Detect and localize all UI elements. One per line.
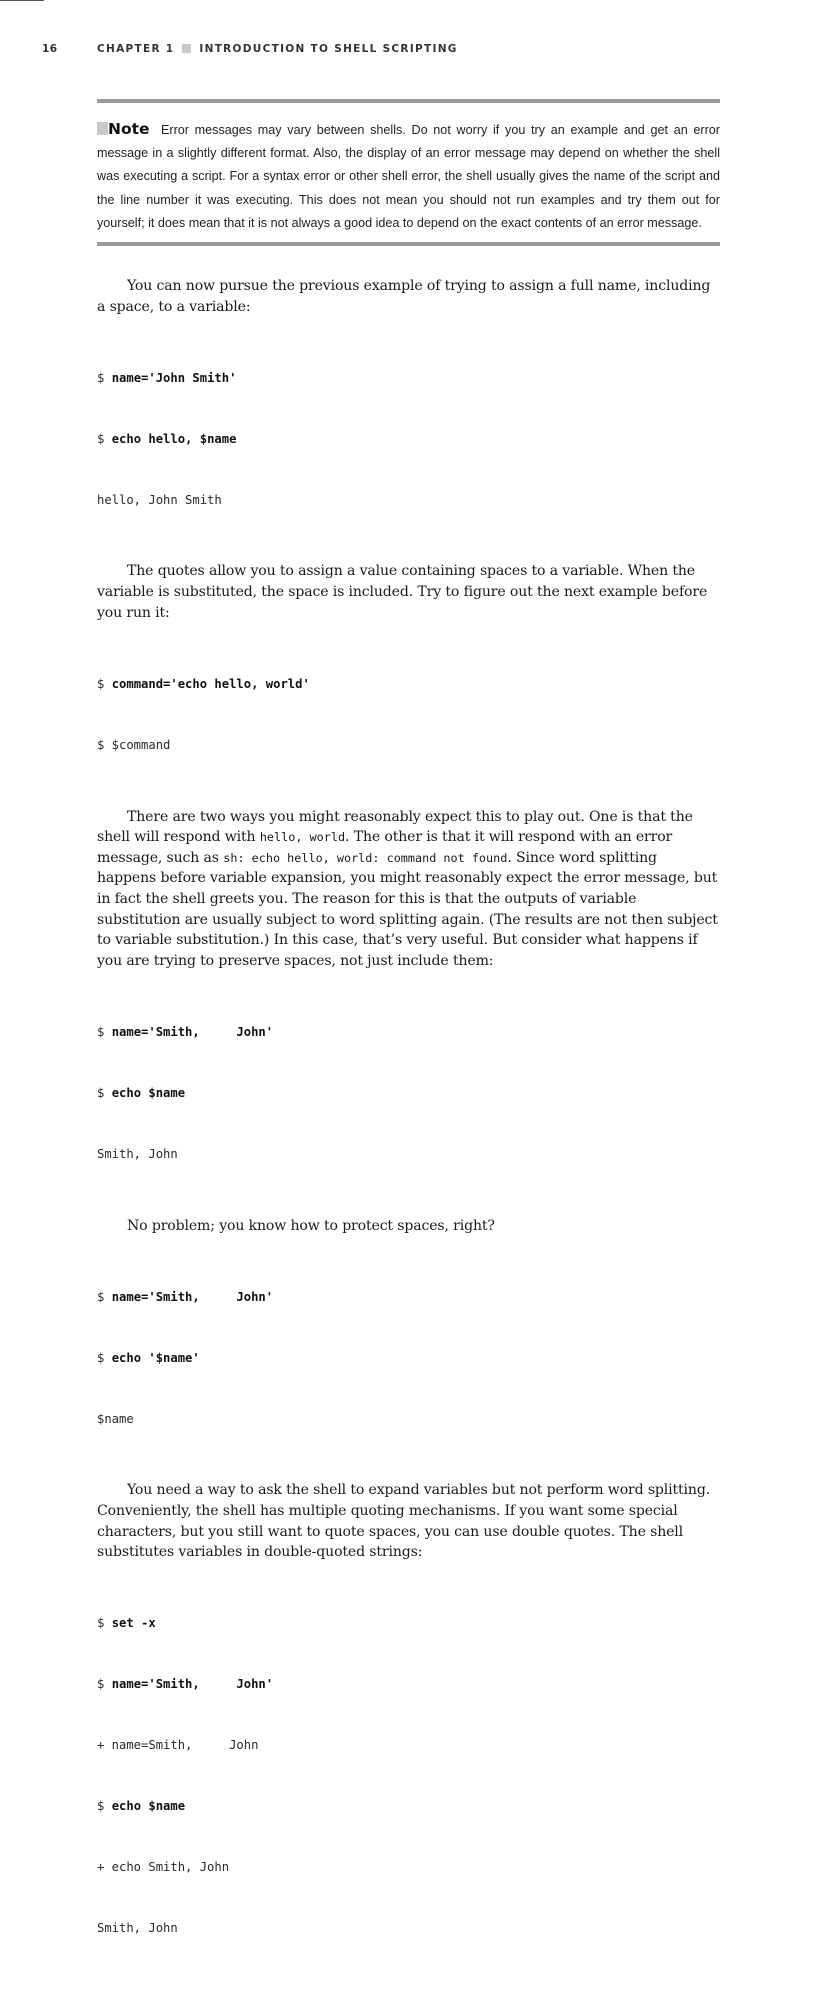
- paragraph-5: You need a way to ask the shell to expand variables but not perform word splitting. Conveniently, the shell has multiple quoting mechanisms. If you want some special characters, but you still want to quote spaces, you can use double quotes. The shell substitutes variables in double-quoted strings:: [97, 1482, 711, 1561]
- code-block-5: [97, 1573, 720, 1979]
- paragraph-1: You can now pursue the previous example of trying to assign a full name, including a space, to a variable:: [97, 278, 711, 315]
- note-bottom-rule: [97, 242, 720, 246]
- code-line: $ name='Smith, John': [97, 1024, 274, 1039]
- chapter-label: CHAPTER 1: [97, 43, 175, 55]
- body-content: [97, 276, 720, 1990]
- running-header: [0, 43, 816, 59]
- code-block-3: [97, 981, 720, 1204]
- paragraph-2: The quotes allow you to assign a value containing spaces to a variable. When the variable is substituted, the space is included. Try to figure out the next example before you run it:: [97, 563, 708, 621]
- code-line: $ set -x: [97, 1616, 156, 1631]
- inline-code: sh: echo hello, world: command not found: [223, 850, 508, 865]
- code-line: $ name='Smith, John': [97, 1289, 274, 1304]
- note-square-icon: [97, 122, 108, 135]
- note-label-group: [97, 120, 150, 138]
- paragraph-4: No problem; you know how to protect spaces, right?: [127, 1217, 495, 1234]
- note-label: Note: [108, 120, 150, 138]
- code-output: + echo Smith, John: [97, 1860, 230, 1875]
- code-output: + name=Smith, John: [97, 1738, 259, 1753]
- crop-mark: [0, 0, 44, 1]
- code-line: $ name='John Smith': [97, 370, 237, 385]
- code-block-1: [97, 327, 720, 550]
- code-line: $ command='echo hello, world': [97, 676, 310, 691]
- paragraph-3: There are two ways you might reasonably expect this to play out. One is that the shell will respond with hello, world. The other is that it will respond with an error message, such as sh: echo hello, world: command not found. Since word splitting happens before variable expansion, you might reasonably expect the error message, but in fact the shell greets you. The reason for this is that the outputs of variable substitution are usually subject to word splitting again. (The results are not then subject to variable substitution.) In this case, that’s very useful. But consider what happens if you are trying to preserve spaces, not just include them:: [97, 808, 718, 969]
- code-output: Smith, John: [97, 1146, 178, 1161]
- code-output: Smith, John: [97, 1920, 178, 1935]
- chapter-title: INTRODUCTION TO SHELL SCRIPTING: [199, 43, 458, 55]
- code-block-4: [97, 1246, 720, 1469]
- code-output: hello, John Smith: [97, 492, 222, 507]
- inline-code: hello, world: [259, 830, 346, 845]
- code-line: $ echo '$name': [97, 1350, 200, 1365]
- note-top-rule: [97, 99, 720, 103]
- code-line: $ echo $name: [97, 1799, 186, 1814]
- separator-square-icon: [182, 44, 191, 53]
- code-output: $name: [97, 1411, 134, 1426]
- code-line: $ echo hello, $name: [97, 431, 237, 446]
- running-title: [97, 43, 458, 55]
- code-block-2: [97, 633, 720, 795]
- code-line: $ name='Smith, John': [97, 1677, 274, 1692]
- code-line: $ echo $name: [97, 1085, 186, 1100]
- note-text: Error messages may vary between shells. Do not worry if you try an example and get an error message in a slightly different format. Also, the display of an error message may depend on whether the shell was executing a script. For a syntax error or other shell error, the shell usually gives the name of the script and the line number it was executing. This does not mean you should not run examples and try them out for yourself; it does mean that it is not always a good idea to depend on the exact contents of an error message.: [97, 123, 720, 230]
- note-box: [97, 118, 720, 235]
- page-number: 16: [42, 43, 58, 55]
- code-line: $ $command: [97, 737, 171, 752]
